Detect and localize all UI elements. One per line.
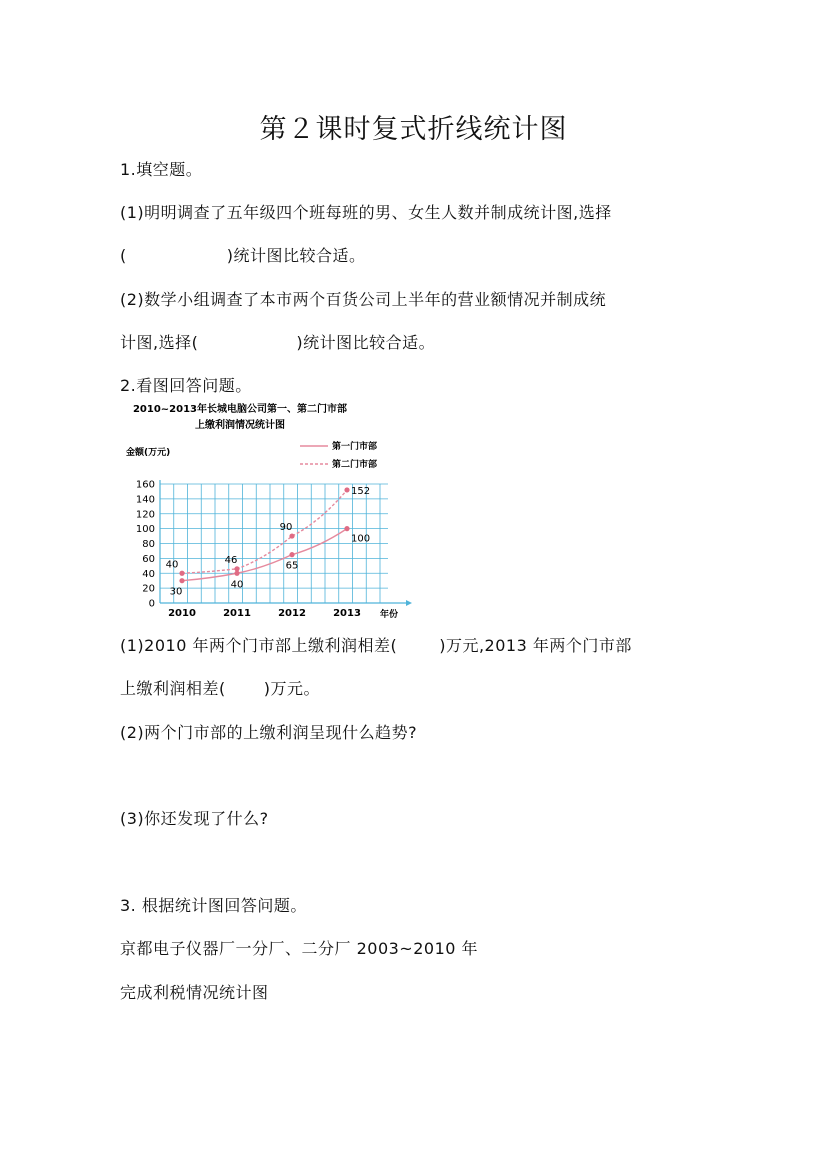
q2-sub1-line2 xyxy=(120,676,320,699)
q1-sub1-text: (1)明明调查了五年级四个班每班的男、女生人数并制成统计图,选择 xyxy=(120,203,612,222)
y-tick-label-5: 100 xyxy=(135,524,155,536)
q2-sub1-text-d: )万元。 xyxy=(263,679,320,698)
x-tick-label-0: 2010 xyxy=(168,608,196,619)
point-labels xyxy=(166,486,370,598)
series-2-label-0: 40 xyxy=(165,559,179,571)
legend-series-2-label: 第二门市部 xyxy=(332,460,378,470)
page-title: 第２课时复式折线统计图 xyxy=(259,114,568,145)
series-2-label-2: 90 xyxy=(279,522,293,534)
q2-heading: 2.看图回答问题。 xyxy=(120,376,252,395)
q1-sub2-close: )统计图比较合适。 xyxy=(296,333,436,352)
y-tick-label-4: 80 xyxy=(142,539,155,550)
q2-sub1-text-c: 上缴利润相差( xyxy=(120,679,226,698)
x-tick-label-1: 2011 xyxy=(223,608,251,619)
series-lines xyxy=(182,490,347,581)
x-tick-label-3: 2013 xyxy=(333,608,361,619)
q1-heading: 1.填空题。 xyxy=(120,160,203,179)
q2-sub1-line1 xyxy=(120,633,632,656)
q1-sub1-close: )统计图比较合适。 xyxy=(226,246,366,265)
q3-chart-title-line1: 京都电子仪器厂一分厂、二分厂 2003~2010 年 xyxy=(120,939,479,958)
series-1-point-3 xyxy=(344,526,349,531)
series-1-label-1: 40 xyxy=(230,579,244,591)
y-tick-label-1: 20 xyxy=(142,583,155,595)
q3-chart-title-line2: 完成利税情况统计图 xyxy=(120,983,269,1002)
series-2-point-3 xyxy=(344,487,349,492)
profit-line-chart xyxy=(120,398,420,628)
x-axis-ticks xyxy=(168,608,361,619)
q1-sub1-answer-line xyxy=(120,243,366,266)
q1-sub2-answer-line xyxy=(120,330,435,353)
y-tick-label-3: 60 xyxy=(142,553,155,565)
chart-title-line1: 2010~2013年长城电脑公司第一、第二门市部 xyxy=(132,404,348,415)
y-tick-label-7: 140 xyxy=(135,494,155,506)
series-1-label-2: 65 xyxy=(285,560,299,572)
series-1-point-1 xyxy=(234,571,239,576)
x-axis-label: 年份 xyxy=(380,610,399,620)
series-2-point-0 xyxy=(179,571,184,576)
q1-sub1-open: ( xyxy=(120,246,127,265)
q1-sub2-text: (2)数学小组调查了本市两个百货公司上半年的营业额情况并制成统 xyxy=(120,290,607,309)
legend-series-1-label: 第一门市部 xyxy=(332,442,378,452)
q1-sub2-open: 计图,选择( xyxy=(120,333,199,352)
y-axis-label: 金额(万元) xyxy=(126,448,171,458)
x-tick-label-2: 2012 xyxy=(278,608,306,619)
series-1-label-3: 100 xyxy=(351,533,371,545)
series-1-label-0: 30 xyxy=(169,586,183,598)
series-2-label-3: 152 xyxy=(351,485,371,497)
y-axis-ticks xyxy=(136,480,155,610)
y-tick-label-2: 40 xyxy=(142,568,155,580)
q2-sub1-text-b: )万元,2013 年两个门市部 xyxy=(439,636,632,655)
q3-heading: 3. 根据统计图回答问题。 xyxy=(120,896,307,915)
series-2-point-2 xyxy=(289,533,294,538)
x-axis-arrow xyxy=(406,600,412,606)
series-1-point-0 xyxy=(179,578,184,583)
y-tick-label-8: 160 xyxy=(135,479,155,491)
series-1-point-2 xyxy=(289,552,294,557)
series-points xyxy=(179,487,349,583)
series-2-point-1 xyxy=(234,566,239,571)
series-line-2 xyxy=(182,490,347,573)
chart-grid xyxy=(160,480,412,606)
series-2-label-1: 46 xyxy=(224,554,238,566)
chart-title-line2: 上缴利润情况统计图 xyxy=(195,420,285,431)
y-tick-label-0: 0 xyxy=(148,598,155,610)
q2-sub1-text-a: (1)2010 年两个门市部上缴利润相差( xyxy=(120,636,398,655)
y-tick-label-6: 120 xyxy=(135,509,155,521)
q2-sub2-text: (2)两个门市部的上缴利润呈现什么趋势? xyxy=(120,723,418,742)
q2-sub3-text: (3)你还发现了什么? xyxy=(120,809,269,828)
